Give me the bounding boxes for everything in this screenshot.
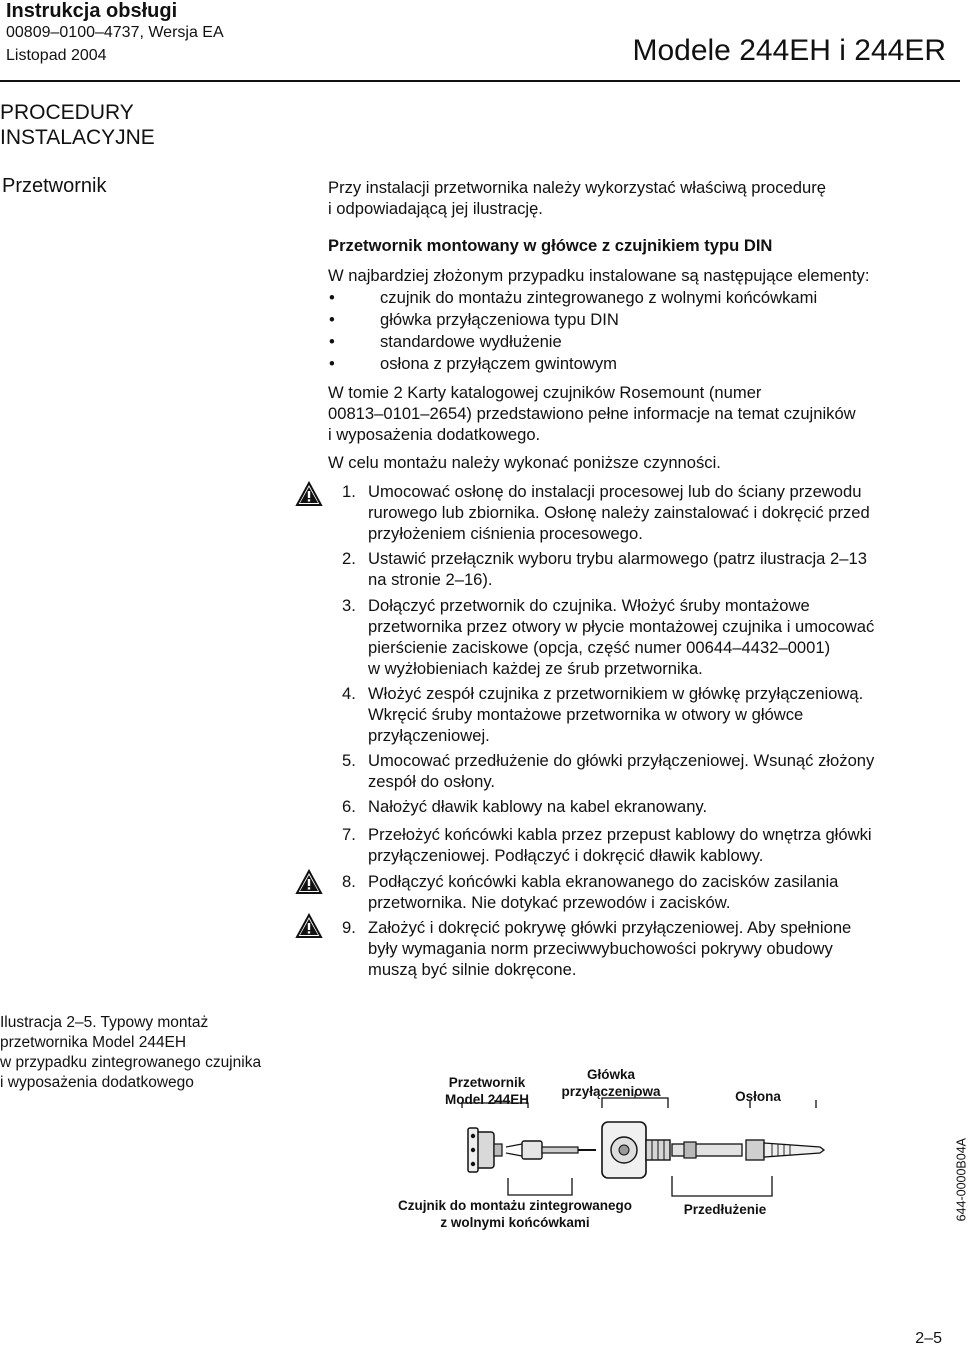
step-number: 8. bbox=[342, 872, 356, 891]
step-line: na stronie 2–16). bbox=[368, 570, 493, 589]
intro-line2: i odpowiadającą jej ilustrację. bbox=[328, 199, 543, 218]
connection-head-part bbox=[602, 1122, 670, 1178]
manual-title: Instrukcja obsługi bbox=[6, 0, 178, 22]
label-connection-head bbox=[550, 1066, 672, 1100]
step-line: przyłączeniowej. Podłączyć i dokręcić dławik kablowy. bbox=[368, 846, 764, 865]
list-item: • standardowe wydłużenie bbox=[328, 331, 817, 353]
step-number: 9. bbox=[342, 918, 356, 937]
steps-lead: W celu montażu należy wykonać poniższe czynności. bbox=[328, 453, 721, 472]
caption-line: i wyposażenia dodatkowego bbox=[0, 1074, 194, 1091]
step-number: 1. bbox=[342, 482, 356, 501]
label-line: Model 244EH bbox=[444, 1092, 530, 1107]
extension-part bbox=[672, 1142, 742, 1158]
caption-line: przetwornika Model 244EH bbox=[0, 1034, 187, 1051]
step-line: w wyżłobieniach każdej ze śrub przetwornika. bbox=[368, 659, 703, 678]
label-line: Główka bbox=[586, 1067, 635, 1082]
catalog-paragraph bbox=[328, 382, 948, 445]
din-lead: W najbardziej złożonym przypadku instalowane są następujące elementy: bbox=[328, 266, 870, 285]
caption-line: Ilustracja 2–5. Typowy montaż bbox=[0, 1014, 209, 1031]
step-number: 3. bbox=[342, 596, 356, 615]
step-number: 6. bbox=[342, 797, 356, 816]
label-line: z wolnymi końcówkami bbox=[440, 1215, 590, 1230]
label-line: przyłączeniowa bbox=[561, 1084, 661, 1099]
step-line: przetwornika. Nie dotykać przewodów i zacisków. bbox=[368, 893, 731, 912]
step-line: Przełożyć końcówki kabla przez przepust kablowy do wnętrza główki bbox=[368, 825, 872, 844]
intro-paragraph bbox=[328, 177, 948, 219]
header-divider bbox=[0, 80, 960, 82]
step-line: były wymagania norm przeciwwybuchowości pokrywy obudowy bbox=[368, 939, 833, 958]
assembly-illustration bbox=[410, 1100, 840, 1205]
step-line: Dołączyć przetwornik do czujnika. Włożyć śruby montażowe bbox=[368, 596, 810, 615]
step-line: zespół do osłony. bbox=[368, 772, 495, 791]
subsection-title: Przetwornik bbox=[2, 175, 107, 197]
label-line: Czujnik do montażu zintegrowanego bbox=[398, 1198, 632, 1213]
step-line: Umocować osłonę do instalacji procesowej lub do ściany przewodu bbox=[368, 482, 862, 501]
warning-icon bbox=[296, 482, 322, 506]
label-extension: Przedłużenie bbox=[683, 1202, 767, 1217]
step-number: 4. bbox=[342, 684, 356, 703]
section-title bbox=[0, 100, 155, 150]
step-line: Założyć i dokręcić pokrywę główki przyłączeniowej. Aby spełnione bbox=[368, 918, 852, 937]
caption-line: w przypadku zintegrowanego czujnika bbox=[0, 1054, 262, 1071]
warning-icon bbox=[296, 870, 322, 894]
page-number: 2–5 bbox=[915, 1330, 942, 1347]
step-line: Podłączyć końcówki kabla ekranowanego do zacisków zasilania bbox=[368, 872, 839, 891]
sensor-part bbox=[506, 1141, 596, 1159]
figure-code: 644-0000B04A bbox=[954, 1138, 968, 1222]
step-line: przetwornika przez otwory w płycie montażowej czujnika i umocować bbox=[368, 617, 875, 636]
step-line: Nałożyć dławik kablowy na kabel ekranowany. bbox=[368, 797, 708, 816]
list-item: • czujnik do montażu zintegrowanego z wolnymi końcówkami bbox=[328, 287, 817, 309]
section-title-line2: INSTALACYJNE bbox=[0, 126, 155, 149]
step-line: Wkręcić śruby montażowe przetwornika w otwory w główce bbox=[368, 705, 804, 724]
step-number: 2. bbox=[342, 549, 356, 568]
step-line: pierścienie zaciskowe (opcja, część numer 00644–4432–0001) bbox=[368, 638, 831, 657]
step-line: muszą być silnie dokręcone. bbox=[368, 960, 577, 979]
intro-line1: Przy instalacji przetwornika należy wykorzystać właściwą procedurę bbox=[328, 178, 826, 197]
step-number: 7. bbox=[342, 825, 356, 844]
warning-icon bbox=[296, 914, 322, 938]
doc-number: 00809–0100–4737, Wersja EA bbox=[6, 24, 224, 41]
list-item: • osłona z przyłączem gwintowym bbox=[328, 353, 817, 375]
step-line: przyłożeniem ciśnienia procesowego. bbox=[368, 524, 643, 543]
label-line: Przetwornik bbox=[448, 1075, 526, 1090]
step-line: Włożyć zespół czujnika z przetwornikiem w główkę przyłączeniową. bbox=[368, 684, 864, 703]
thermowell-part bbox=[746, 1140, 824, 1160]
label-thermowell: Osłona bbox=[735, 1089, 781, 1104]
din-heading: Przetwornik montowany w główce z czujnikiem typu DIN bbox=[328, 236, 773, 255]
component-list bbox=[328, 287, 817, 375]
transmitter-part bbox=[468, 1128, 502, 1172]
catalog-line3: i wyposażenia dodatkowego. bbox=[328, 425, 541, 444]
step-line: Ustawić przełącznik wyboru trybu alarmowego (patrz ilustracja 2–13 bbox=[368, 549, 867, 568]
section-title-line1: PROCEDURY bbox=[0, 101, 134, 124]
step-line: rurowego lub zbiornika. Osłonę należy zainstalować i dokręcić przed bbox=[368, 503, 870, 522]
models-title: Modele 244EH i 244ER bbox=[632, 34, 946, 67]
step-line: Umocować przedłużenie do główki przyłączeniowej. Wsunąć złożony bbox=[368, 751, 875, 770]
list-item: • główka przyłączeniowa typu DIN bbox=[328, 309, 817, 331]
catalog-line1: W tomie 2 Karty katalogowej czujników Rosemount (numer bbox=[328, 383, 762, 402]
doc-date: Listopad 2004 bbox=[6, 47, 107, 64]
catalog-line2: 00813–0101–2654) przedstawiono pełne informacje na temat czujników bbox=[328, 404, 856, 423]
figure-caption bbox=[0, 1013, 290, 1093]
step-line: przyłączeniowej. bbox=[368, 726, 490, 745]
step-number: 5. bbox=[342, 751, 356, 770]
